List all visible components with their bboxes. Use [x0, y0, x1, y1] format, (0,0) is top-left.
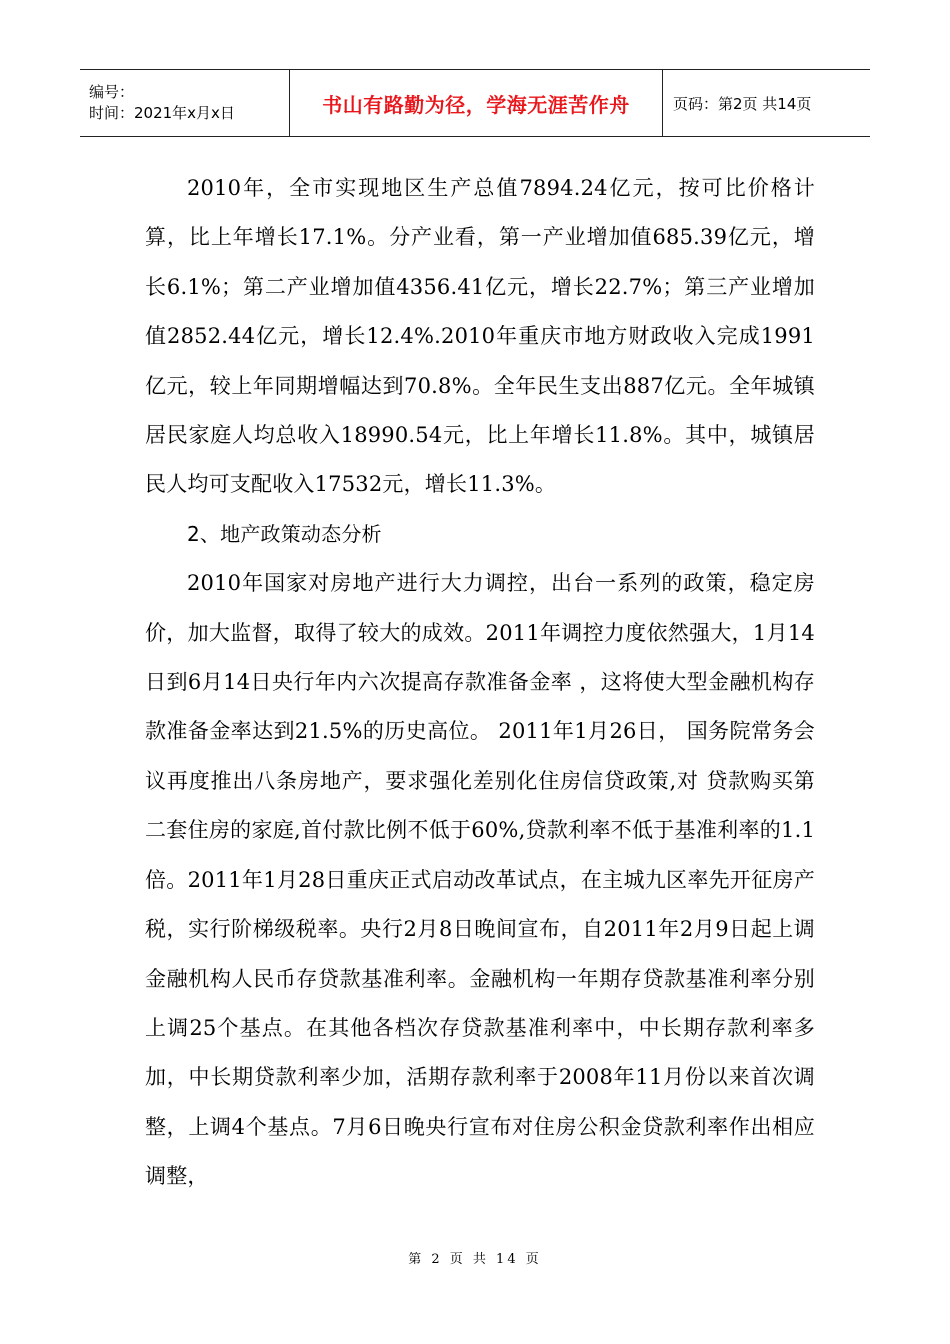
page-footer: [0, 1248, 950, 1267]
document-number-label: 编号：: [89, 83, 135, 101]
footer-page-number: 第 2 页 共 14 页: [408, 1252, 542, 1267]
paragraph-policy: 2010年国家对房地产进行大力调控，出台一系列的政策，稳定房价，加大监督，取得了较大的成效。2011年调控力度依然强大，1月14日到6月14日央行年内六次提高存款准备金率 ，这将使大型金融机构存款准备金率达到21.5%的历史高位。 2011年1月26日， 国务院常务会议再度推出八条房地产，要求强化差别化住房信贷政策,对 贷款购买第二套住房的家庭,首付款比例不低于60%,贷款利率不低于基准利率的1.1倍。2011年1月28日重庆正式启动改革试点，在主城九区率先开征房产税，实行阶梯级税率。央行2月8日晚间宣布，自2011年2月9日起上调金融机构人民币存贷款基准利率。金融机构一年期存贷款基准利率分别上调25个基点。在其他各档次存贷款基准利率中，中长期存款利率多加，中长期贷款利率少加，活期存款利率于2008年11月份以来首次调整，上调4个基点。7月6日晚央行宣布对住房公积金贷款利率作出相应调整，: [145, 571, 815, 1189]
header-motto-cell: [290, 70, 663, 136]
header-meta: [80, 70, 290, 136]
page-header: [80, 69, 870, 137]
paragraph-economy: 2010年，全市实现地区生产总值7894.24亿元，按可比价格计算，比上年增长17.1%。分产业看，第一产业增加值685.39亿元，增长6.1%；第二产业增加值4356.41亿元，增长22.7%；第三产业增加值2852.44亿元，增长12.4%.2010年重庆市地方财政收入完成1991亿元，较上年同期增幅达到70.8%。全年民生支出887亿元。全年城镇居民家庭人均总收入18990.54元，比上年增长11.8%。其中，城镇居民人均可支配收入17532元，增长11.3%。: [145, 176, 815, 497]
document-body: [145, 164, 815, 1202]
header-page-cell: [663, 70, 870, 136]
section-heading: 2、地产政策动态分析: [187, 521, 382, 546]
header-page-info: 页码：第2页 共14页: [673, 94, 812, 113]
document-date: 时间：2021年x月x日: [89, 104, 235, 122]
header-motto: 书山有路勤为径，学海无涯苦作舟: [322, 92, 630, 117]
